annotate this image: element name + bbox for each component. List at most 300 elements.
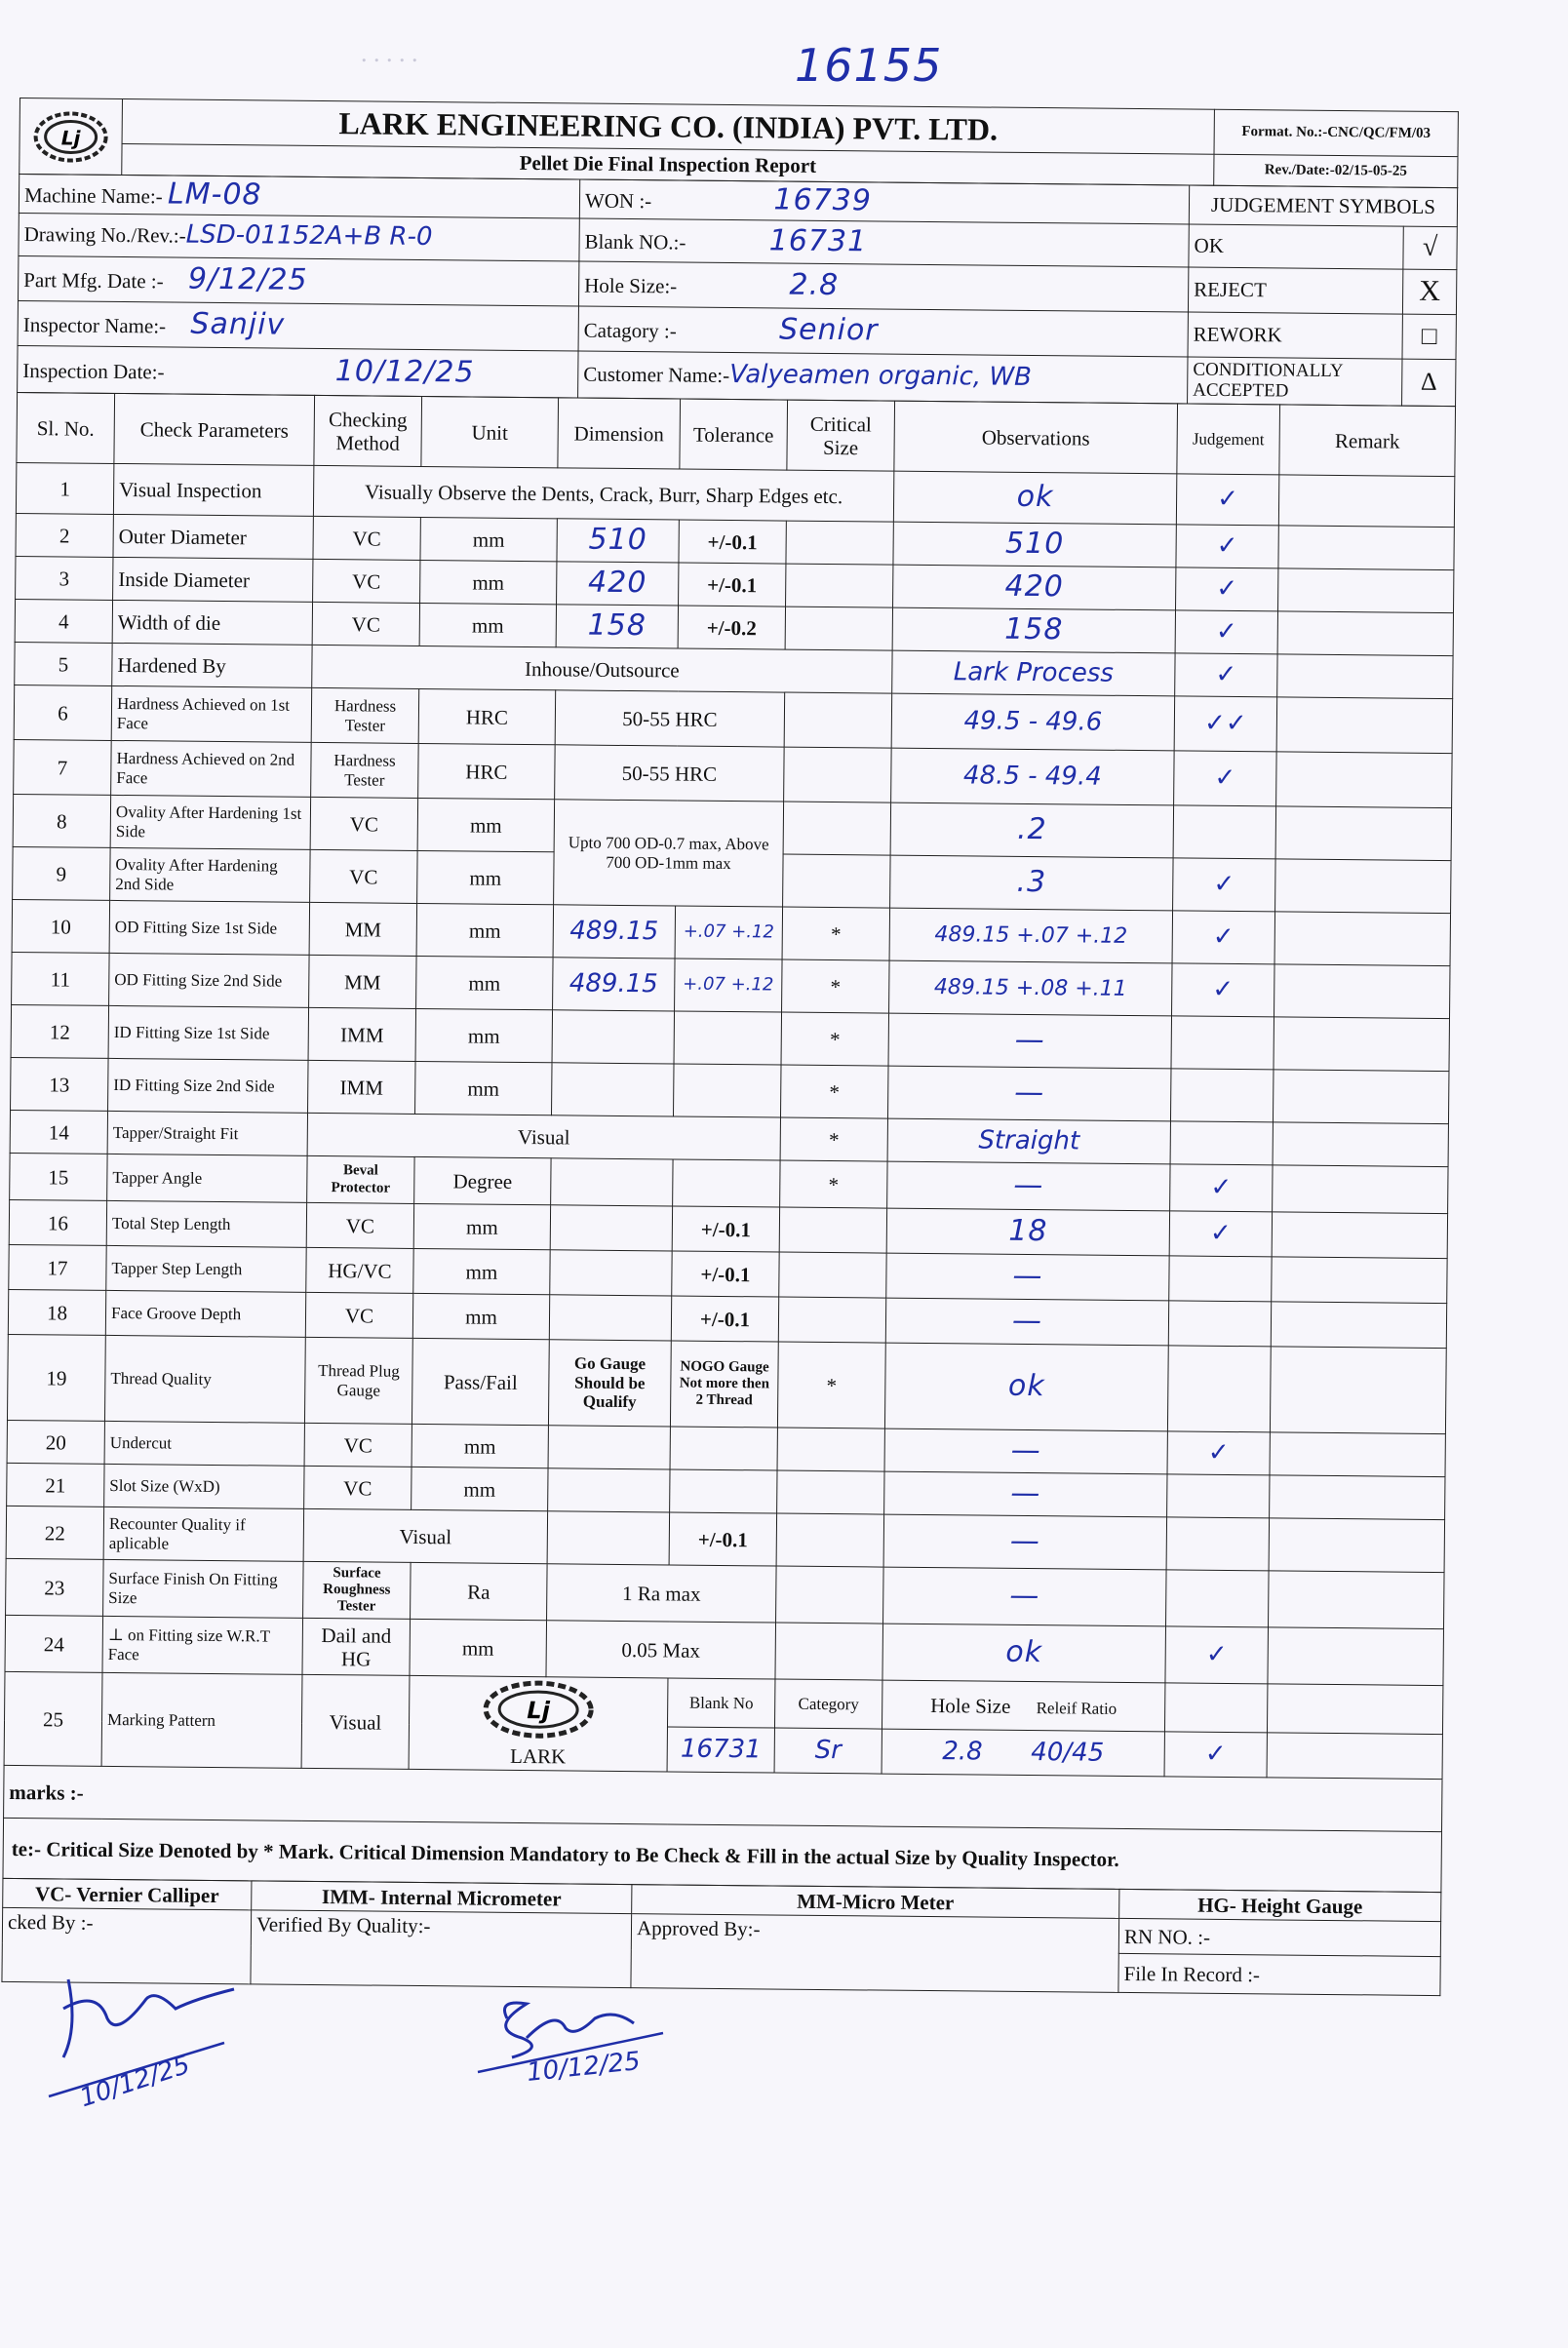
row-sl: 23 — [6, 1559, 104, 1617]
relief-ratio-value: 40/45 — [1031, 1737, 1105, 1768]
row-tolerance — [673, 1064, 781, 1117]
row-param: Face Groove Depth — [105, 1291, 305, 1338]
checked-by-signature — [39, 1950, 263, 2126]
row-sl: 3 — [16, 557, 113, 601]
row-critical: * — [777, 1342, 885, 1428]
row-observation: — — [885, 1298, 1168, 1346]
row-sl: 22 — [6, 1507, 104, 1560]
row-sl: 15 — [10, 1154, 107, 1201]
row-remark — [1269, 1518, 1445, 1573]
row-unit: mm — [412, 1294, 549, 1340]
row-judgement — [1169, 1256, 1272, 1302]
row-tolerance — [670, 1469, 777, 1513]
judgement-symbols-title: JUDGEMENT SYMBOLS — [1189, 185, 1457, 226]
row-observation: — — [886, 1253, 1169, 1301]
row-critical: * — [782, 959, 890, 1013]
row-tolerance: +/-0.2 — [678, 606, 785, 649]
row-dimension — [548, 1426, 670, 1469]
row-param: Ovality After Hardening 1st Side — [110, 796, 311, 850]
judgement-tick: ✓ — [1170, 1164, 1273, 1212]
row-unit: HRC — [418, 744, 556, 800]
row-param: Thread Quality — [104, 1336, 305, 1424]
judgement-tick: ✓ — [1172, 911, 1275, 964]
category-value: Senior — [778, 312, 879, 348]
row-judgement — [1167, 1474, 1270, 1518]
customer-label: Customer Name:- — [583, 362, 730, 388]
row-judgement — [1171, 1016, 1274, 1070]
row-param: ID Fitting Size 1st Side — [108, 1006, 309, 1061]
row-sl: 20 — [7, 1421, 104, 1465]
judgement-tick: ✓ — [1167, 1431, 1270, 1475]
row-critical: * — [780, 1065, 888, 1118]
row-dimension: 510 — [557, 519, 679, 563]
row-param: Visual Inspection — [113, 464, 313, 517]
row-method: IMM — [308, 1008, 416, 1062]
approved-by-field — [631, 1914, 1119, 1993]
row-method: VC — [305, 1293, 412, 1339]
row-unit: mm — [413, 1204, 550, 1250]
row-unit: mm — [412, 1468, 548, 1511]
row-remark — [1277, 611, 1453, 656]
row-remark — [1272, 1257, 1447, 1304]
verified-by-field — [251, 1910, 632, 1988]
row-unit: mm — [420, 518, 557, 562]
row-dimension: Go Gauge Should be Qualify — [548, 1340, 671, 1427]
row-critical: * — [782, 907, 890, 960]
inspector-field — [18, 300, 578, 351]
row-param: Inside Diameter — [113, 558, 313, 603]
judgement-tick: ✓ — [1176, 525, 1278, 568]
judgement-tick: ✓ — [1176, 474, 1278, 526]
row-param: Tapper/Straight Fit — [107, 1112, 307, 1156]
conditional-symbol: Δ — [1402, 359, 1456, 407]
row-sl: 6 — [14, 685, 112, 741]
row-observation: — — [883, 1514, 1167, 1570]
hole-relief-labels — [882, 1680, 1164, 1732]
row-method: VC — [310, 850, 418, 904]
hole-size-value: 2.8 — [942, 1737, 983, 1767]
row-observation: ok — [884, 1343, 1168, 1431]
row-observation: Lark Process — [892, 650, 1175, 696]
row-param: ⊥ on Fitting size W.R.T Face — [102, 1617, 303, 1675]
inspector-value: Sanjiv — [190, 306, 286, 342]
col-remark: Remark — [1279, 405, 1456, 477]
row-unit: mm — [419, 604, 556, 647]
inspection-date-value: 10/12/25 — [334, 354, 475, 390]
col-tolerance: Tolerance — [680, 399, 788, 470]
row-remark — [1270, 1432, 1445, 1477]
top-serial-number: 16155 — [795, 39, 943, 92]
hole-size-label: Hole Size:- — [584, 273, 678, 298]
row-unit: Pass/Fail — [412, 1339, 549, 1426]
row-observation: 49.5 - 49.6 — [891, 693, 1175, 751]
row-tolerance — [670, 1427, 777, 1470]
row-spec: 0.05 Max — [546, 1621, 776, 1679]
row-sl: 2 — [16, 514, 113, 558]
row-param: Outer Diameter — [113, 515, 313, 560]
machine-name-value: LM-08 — [167, 176, 262, 213]
row-param: Undercut — [104, 1422, 304, 1467]
row-judgement — [1164, 1683, 1267, 1733]
verified-by-date: 10/12/25 — [525, 2046, 643, 2089]
row-sl: 11 — [12, 953, 110, 1006]
row-unit: mm — [413, 1249, 550, 1295]
judgement-tick: ✓ — [1165, 1626, 1269, 1684]
row-critical — [783, 802, 891, 855]
blank-no-field — [579, 218, 1189, 267]
row-param: Recounter Quality if aplicable — [103, 1507, 304, 1562]
row-method: VC — [313, 560, 420, 604]
rn-no-field: RN NO. :- — [1118, 1919, 1440, 1957]
row-sl: 16 — [9, 1200, 106, 1246]
row-observation: — — [883, 1567, 1167, 1626]
row-remark — [1278, 526, 1454, 570]
row-tolerance: +/-0.1 — [672, 1206, 779, 1252]
revision-date: Rev./Date:-02/15-05-25 — [1214, 154, 1458, 187]
col-sl-no: Sl. No. — [17, 393, 115, 464]
row-dimension — [548, 1468, 670, 1512]
row-remark — [1278, 475, 1454, 528]
report-title: Pellet Die Final Inspection Report — [122, 144, 1214, 186]
judgement-tick: ✓ — [1169, 1211, 1272, 1257]
inspection-form — [1, 98, 1457, 1997]
row-remark — [1268, 1571, 1444, 1629]
row-method: Hardness Tester — [311, 743, 419, 799]
row-critical — [784, 747, 892, 802]
check-table — [2, 392, 1456, 1893]
row-method: Visual — [301, 1675, 410, 1770]
row-dimension — [551, 1158, 673, 1206]
row-method: MM — [309, 903, 417, 957]
row-dimension — [550, 1205, 672, 1251]
row-method: VC — [313, 517, 420, 561]
row-spec: Inhouse/Outsource — [312, 646, 892, 694]
row-spec: Visual — [307, 1114, 780, 1161]
row-critical — [778, 1297, 885, 1343]
hole-relief-values — [882, 1729, 1164, 1777]
row-observation: — — [884, 1471, 1167, 1517]
hole-size-value: 2.8 — [789, 267, 840, 302]
row-param: Width of die — [112, 601, 312, 646]
ovality-spec: Upto 700 OD-0.7 max, Above 700 OD-1mm max — [554, 800, 784, 907]
row-method: Hardness Tester — [311, 688, 419, 744]
row-tolerance — [674, 1011, 782, 1065]
row-judgement — [1166, 1570, 1270, 1627]
machine-name-field — [19, 175, 579, 218]
format-number: Format. No.:-CNC/QC/FM/03 — [1214, 109, 1458, 156]
row-unit: mm — [416, 957, 554, 1010]
row-remark — [1267, 1733, 1442, 1780]
row-param: Slot Size (WxD) — [104, 1465, 304, 1509]
checked-by-label: cked By :- — [7, 1910, 94, 1936]
drawing-no-field — [19, 213, 579, 261]
row-judgement — [1173, 805, 1276, 859]
row-observation: Straight — [887, 1118, 1170, 1164]
won-label: WON :- — [584, 188, 652, 214]
blank-no-value: 16731 — [667, 1727, 774, 1773]
row-critical — [779, 1252, 886, 1298]
row-param: Ovality After Hardening 2nd Side — [110, 848, 311, 903]
row-critical: * — [780, 1160, 887, 1208]
row-critical — [777, 1428, 884, 1471]
row-spec: 50-55 HRC — [555, 690, 785, 747]
legend-vc: VC- Vernier Calliper — [3, 1879, 252, 1910]
drawing-no-label: Drawing No./Rev.:- — [23, 222, 186, 248]
row-sl: 10 — [12, 900, 110, 954]
blank-no-value: 16731 — [768, 223, 868, 259]
row-tolerance: +/-0.1 — [672, 1251, 779, 1297]
row-tolerance: +/-0.1 — [669, 1512, 777, 1566]
row-observation: 489.15 +.07 +.12 — [889, 908, 1173, 963]
critical-size-note: te:- Critical Size Denoted by * Mark. Critical Dimension Mandatory to Be Check & Fill in the actual Size by Quality Inspector. — [3, 1819, 1442, 1893]
row-method: Visual — [303, 1509, 548, 1564]
row-dimension — [547, 1511, 670, 1565]
row-sl: 9 — [13, 847, 111, 901]
col-judgement: Judgement — [1177, 404, 1280, 475]
judgement-tick: ✓ — [1175, 653, 1277, 697]
row-observation: .3 — [890, 855, 1174, 911]
row-remark — [1267, 1684, 1442, 1735]
legend-mm: MM-Micro Meter — [632, 1885, 1119, 1919]
row-critical — [785, 607, 892, 650]
row-unit: mm — [412, 1425, 548, 1468]
row-observation: — — [884, 1428, 1167, 1474]
row-judgement — [1166, 1517, 1270, 1571]
row-dimension: 489.15 — [553, 958, 676, 1011]
mfg-date-label: Part Mfg. Date :- — [23, 267, 164, 294]
machine-name-label: Machine Name:- — [23, 183, 163, 209]
row-sl: 5 — [15, 643, 112, 686]
row-remark — [1275, 859, 1452, 914]
rework-symbol: □ — [1402, 314, 1456, 360]
row-spec: 1 Ra max — [547, 1564, 777, 1623]
conditional-symbol-label: CONDITIONALLY ACCEPTED — [1188, 357, 1402, 407]
row-sl: 24 — [5, 1616, 103, 1673]
inspection-date-field — [18, 345, 578, 398]
col-dimension: Dimension — [558, 398, 681, 469]
col-critical-size: Critical Size — [787, 400, 895, 471]
row-method: VC — [312, 603, 419, 646]
gear-logo-icon — [31, 109, 110, 165]
row-judgement — [1167, 1346, 1271, 1432]
row-spec: Visually Observe the Dents, Crack, Burr, Sharp Edges etc. — [313, 466, 893, 523]
row-observation: ok — [893, 471, 1176, 525]
row-critical — [783, 854, 891, 908]
ok-symbol: √ — [1403, 226, 1457, 270]
mfg-date-field — [19, 255, 579, 306]
row-param: Marking Pattern — [101, 1673, 302, 1769]
category-field — [578, 306, 1188, 357]
row-unit: mm — [410, 1620, 547, 1677]
row-unit: mm — [415, 1009, 553, 1063]
row-critical — [776, 1513, 884, 1567]
row-param: Surface Finish On Fitting Size — [103, 1560, 304, 1619]
row-method: Surface Roughness Tester — [303, 1562, 412, 1620]
approved-by-label: Approved By:- — [636, 1916, 761, 1941]
judgement-tick: ✓ — [1175, 610, 1277, 654]
row-param: Hardened By — [112, 644, 312, 688]
row-tolerance: +/-0.1 — [679, 520, 786, 564]
judgement-tick: ✓ — [1172, 963, 1275, 1017]
row-remark — [1275, 806, 1452, 861]
row-judgement — [1170, 1121, 1273, 1165]
marking-logo-text: LARK — [509, 1744, 567, 1769]
category-value: Sr — [774, 1728, 882, 1774]
row-tolerance — [673, 1159, 780, 1207]
row-tolerance: +.07 +.12 — [675, 906, 783, 959]
reject-symbol: X — [1402, 269, 1456, 315]
row-spec: 50-55 HRC — [555, 745, 785, 802]
relief-ratio-label: Releif Ratio — [1036, 1698, 1117, 1718]
svg-text:Lj: Lj — [527, 1697, 551, 1725]
row-sl: 21 — [7, 1464, 104, 1507]
row-observation: 18 — [886, 1208, 1169, 1256]
row-method: VC — [310, 798, 418, 851]
row-critical: * — [781, 1012, 889, 1066]
row-tolerance: +/-0.1 — [679, 563, 786, 607]
row-sl: 4 — [15, 600, 112, 644]
row-param: OD Fitting Size 1st Side — [109, 901, 310, 956]
judgement-tick: ✓ — [1173, 858, 1276, 912]
row-unit: mm — [415, 1062, 553, 1115]
row-tolerance: +/-0.1 — [671, 1296, 778, 1342]
row-remark — [1273, 1165, 1448, 1214]
row-observation: .2 — [890, 802, 1174, 858]
customer-value: Valyeamen organic, WB — [729, 360, 1033, 393]
row-unit: mm — [417, 799, 555, 852]
row-param: OD Fitting Size 2nd Side — [109, 954, 310, 1008]
row-method: Thread Plug Gauge — [304, 1338, 412, 1425]
row-remark — [1268, 1627, 1444, 1686]
file-in-record-field: File In Record :- — [1118, 1954, 1440, 1996]
row-remark — [1273, 1070, 1449, 1124]
row-sl: 12 — [11, 1005, 109, 1059]
row-critical — [784, 692, 892, 748]
row-judgement — [1168, 1301, 1271, 1347]
row-sl: 18 — [8, 1290, 105, 1336]
row-method: Dail and HG — [302, 1619, 411, 1676]
judgement-tick: ✓ — [1164, 1732, 1267, 1778]
row-critical — [776, 1566, 884, 1624]
row-method: Beval Protector — [307, 1156, 414, 1204]
col-check-parameters: Check Parameters — [114, 394, 315, 466]
row-unit: HRC — [418, 689, 556, 745]
row-critical — [775, 1623, 883, 1680]
row-observation: — — [887, 1066, 1171, 1121]
rework-symbol-label: REWORK — [1188, 312, 1402, 359]
row-remark — [1272, 1212, 1447, 1259]
row-param: Tapper Step Length — [106, 1246, 306, 1293]
reject-symbol-label: REJECT — [1188, 267, 1402, 314]
row-method: MM — [309, 956, 417, 1009]
blank-no-label: Blank NO.:- — [584, 229, 686, 254]
hole-size-label: Hole Size — [930, 1693, 1011, 1718]
row-dimension — [552, 1063, 675, 1116]
row-method: VC — [304, 1467, 412, 1510]
row-tolerance: NOGO Gauge Not more then 2 Thread — [670, 1341, 778, 1428]
verified-by-label: Verified By Quality:- — [255, 1912, 431, 1938]
row-sl: 1 — [16, 463, 113, 515]
row-dimension: 158 — [556, 605, 678, 648]
row-remark — [1271, 1302, 1446, 1349]
row-sl: 7 — [14, 740, 112, 796]
row-observation: ok — [882, 1624, 1166, 1683]
row-observation: 48.5 - 49.4 — [891, 748, 1175, 805]
row-unit: mm — [417, 851, 555, 905]
judgement-tick: ✓ — [1176, 567, 1278, 611]
row-critical — [777, 1470, 884, 1514]
inspection-date-label: Inspection Date:- — [22, 359, 165, 384]
judgement-tick: ✓ — [1174, 751, 1277, 806]
blank-no-label: Blank No — [667, 1678, 774, 1728]
row-remark — [1276, 752, 1453, 808]
row-judgement — [1170, 1069, 1274, 1122]
row-remark — [1277, 568, 1453, 613]
company-logo — [20, 98, 123, 176]
row-dimension — [552, 1010, 675, 1064]
hole-size-field — [578, 261, 1188, 312]
ok-symbol-label: OK — [1189, 224, 1403, 269]
col-checking-method: Checking Method — [314, 396, 422, 467]
row-remark — [1277, 654, 1453, 699]
gear-logo-icon — [480, 1679, 598, 1741]
table-row — [7, 1335, 1446, 1434]
row-param: Total Step Length — [106, 1201, 306, 1248]
mfg-date-value: 9/12/25 — [187, 261, 308, 297]
won-value: 16739 — [773, 182, 873, 218]
row-remark — [1274, 912, 1451, 966]
row-dimension — [550, 1250, 672, 1296]
row-method: IMM — [308, 1061, 416, 1115]
category-label: Category — [774, 1679, 882, 1729]
row-dimension: 489.15 — [553, 905, 676, 959]
inspector-label: Inspector Name:- — [22, 312, 167, 338]
row-method: VC — [304, 1424, 412, 1468]
drawing-no-value: LSD-01152A+B R-0 — [185, 219, 433, 253]
row-param: ID Fitting Size 2nd Side — [108, 1059, 309, 1114]
row-remark — [1276, 697, 1453, 754]
row-method: VC — [306, 1203, 413, 1249]
remarks-field: marks :- — [4, 1766, 1442, 1832]
category-label: Catagory :- — [583, 318, 677, 343]
row-dimension — [549, 1295, 671, 1341]
row-tolerance: +.07 +.12 — [675, 959, 783, 1012]
row-param: Hardness Achieved on 1st Face — [111, 686, 312, 743]
checked-by-date: 10/12/25 — [76, 2050, 194, 2114]
col-observations: Observations — [894, 401, 1178, 474]
row-param: Tapper Angle — [107, 1154, 307, 1203]
row-critical — [786, 521, 893, 565]
row-sl: 25 — [4, 1672, 102, 1767]
row-method: HG/VC — [306, 1248, 413, 1294]
row-critical: * — [780, 1117, 887, 1161]
row-unit: mm — [420, 561, 557, 605]
row-dimension: 420 — [557, 562, 679, 606]
judgement-tick: ✓✓ — [1174, 696, 1277, 752]
row-observation: 420 — [893, 565, 1176, 610]
legend-hg: HG- Height Gauge — [1119, 1890, 1441, 1922]
row-remark — [1274, 1017, 1450, 1072]
row-observation: 158 — [892, 607, 1175, 653]
row-param: Hardness Achieved on 2nd Face — [111, 741, 312, 798]
company-name: LARK ENGINEERING CO. (INDIA) PVT. LTD. — [122, 99, 1214, 155]
row-observation: — — [888, 1013, 1172, 1069]
row-sl: 14 — [10, 1111, 107, 1154]
row-observation: 489.15 +.08 +.11 — [889, 960, 1173, 1016]
legend-imm: IMM- Internal Micrometer — [252, 1881, 632, 1914]
marking-logo — [409, 1676, 668, 1773]
row-sl: 13 — [11, 1058, 109, 1112]
